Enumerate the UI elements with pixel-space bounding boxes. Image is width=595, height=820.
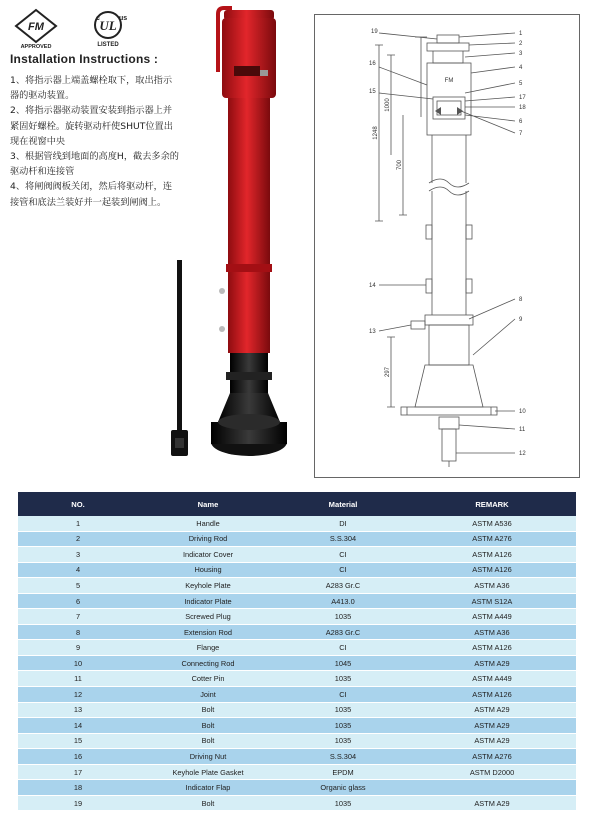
table-row xyxy=(18,687,576,703)
cell-material: A413.0 xyxy=(278,593,408,609)
product-photo xyxy=(160,2,310,472)
cell-name: Flange xyxy=(138,640,278,656)
drawing-dimension: 1248 xyxy=(373,126,379,140)
cell-remark: ASTM A126 xyxy=(408,687,576,703)
table-row xyxy=(18,531,576,547)
cell-no: 10 xyxy=(18,655,138,671)
cell-no: 19 xyxy=(18,795,138,811)
cell-remark: ASTM A449 xyxy=(408,671,576,687)
cell-material: 1035 xyxy=(278,609,408,625)
table-row xyxy=(18,609,576,625)
drawing-callout: 8 xyxy=(519,297,523,303)
table-row xyxy=(18,749,576,765)
cell-name: Indicator Plate xyxy=(138,593,278,609)
cell-material: CI xyxy=(278,640,408,656)
cell-material: S.S.304 xyxy=(278,531,408,547)
cell-name: Indicator Cover xyxy=(138,547,278,563)
installation-steps xyxy=(10,73,180,210)
table-row xyxy=(18,562,576,578)
cell-name: Keyhole Plate Gasket xyxy=(138,764,278,780)
column-header-no: NO. xyxy=(18,492,138,516)
svg-text:us: us xyxy=(119,15,128,22)
cell-remark: ASTM A29 xyxy=(408,702,576,718)
cell-remark: ASTM A29 xyxy=(408,718,576,734)
cell-no: 6 xyxy=(18,593,138,609)
drawing-dimension: 700 xyxy=(397,159,403,171)
cell-material: A283 Gr.C xyxy=(278,624,408,640)
cell-remark: ASTM A536 xyxy=(408,516,576,531)
column-header-name: Name xyxy=(138,492,278,516)
cell-no: 12 xyxy=(18,687,138,703)
installation-step: 2、将指示器驱动装置安装到指示器上并紧固好螺栓。旋转驱动杆使SHUT位置出现在视窗中央 xyxy=(10,105,173,147)
parts-table-body xyxy=(18,516,576,811)
cell-no: 17 xyxy=(18,764,138,780)
drawing-callout: 1 xyxy=(519,31,523,37)
technical-drawing xyxy=(314,14,580,478)
column-header-remark: REMARK xyxy=(408,492,576,516)
cell-remark: ASTM A276 xyxy=(408,749,576,765)
cell-name: Handle xyxy=(138,516,278,531)
cell-name: Bolt xyxy=(138,733,278,749)
cell-material: 1035 xyxy=(278,718,408,734)
drawing-callout: 3 xyxy=(519,51,523,57)
cell-material: 1035 xyxy=(278,733,408,749)
drawing-dimension: 297 xyxy=(385,366,391,378)
cell-name: Bolt xyxy=(138,718,278,734)
ul-logo-text: UL xyxy=(99,18,117,33)
cell-name: Bolt xyxy=(138,702,278,718)
cell-remark: ASTM A126 xyxy=(408,562,576,578)
cell-no: 1 xyxy=(18,516,138,531)
drawing-callout: 4 xyxy=(519,65,523,71)
cell-no: 15 xyxy=(18,733,138,749)
cell-no: 2 xyxy=(18,531,138,547)
cell-remark: ASTM A36 xyxy=(408,624,576,640)
drawing-callout: 6 xyxy=(519,119,523,125)
drawing-callout: 5 xyxy=(519,81,523,87)
cell-material: CI xyxy=(278,687,408,703)
cell-name: Bolt xyxy=(138,795,278,811)
cell-material: 1035 xyxy=(278,671,408,687)
cell-no: 11 xyxy=(18,671,138,687)
cell-remark: ASTM D2000 xyxy=(408,764,576,780)
cell-material: CI xyxy=(278,562,408,578)
table-row xyxy=(18,780,576,796)
drawing-callout: 16 xyxy=(369,61,376,67)
cell-remark: ASTM A276 xyxy=(408,531,576,547)
cell-remark: ASTM A36 xyxy=(408,578,576,594)
cell-no: 14 xyxy=(18,718,138,734)
installation-step: 3、根据管线到地面的高度H，截去多余的驱动杆和连接管 xyxy=(10,151,179,178)
table-row xyxy=(18,640,576,656)
drawing-callout: 10 xyxy=(519,409,526,415)
drawing-callout: 12 xyxy=(519,451,526,457)
table-header-row xyxy=(18,492,576,516)
cell-remark: ASTM A126 xyxy=(408,640,576,656)
installation-instructions-title: Installation Instructions : xyxy=(10,52,159,66)
cell-name: Connecting Rod xyxy=(138,655,278,671)
cell-name: Screwed Plug xyxy=(138,609,278,625)
cell-name: Indicator Flap xyxy=(138,780,278,796)
cell-name: Joint xyxy=(138,687,278,703)
cell-name: Extension Rod xyxy=(138,624,278,640)
cell-no: 9 xyxy=(18,640,138,656)
drawing-window-label: FM xyxy=(444,78,454,84)
cell-material: EPDM xyxy=(278,764,408,780)
drawing-callout: 7 xyxy=(519,131,523,137)
cell-material: 1045 xyxy=(278,655,408,671)
cell-remark: ASTM A449 xyxy=(408,609,576,625)
cell-material: Organic glass xyxy=(278,780,408,796)
cell-material: A283 Gr.C xyxy=(278,578,408,594)
installation-step: 1、将指示器上端盖螺栓取下，取出指示器的驱动装置。 xyxy=(10,75,173,102)
cell-material: CI xyxy=(278,547,408,563)
cell-remark xyxy=(408,780,576,796)
cell-remark: ASTM A29 xyxy=(408,655,576,671)
cell-remark: ASTM S12A xyxy=(408,593,576,609)
table-row xyxy=(18,795,576,811)
ul-logo-caption: LISTED xyxy=(97,42,119,48)
cell-no: 7 xyxy=(18,609,138,625)
fm-logo-caption: APPROVED xyxy=(20,44,52,48)
drawing-callout: 15 xyxy=(369,89,376,95)
table-row xyxy=(18,578,576,594)
cell-material: DI xyxy=(278,516,408,531)
cell-no: 16 xyxy=(18,749,138,765)
drawing-callout: 11 xyxy=(519,427,526,433)
installation-step: 4、将闸阀阀板关闭，然后将驱动杆，连接管和底法兰装好并一起装到闸阀上。 xyxy=(10,181,173,208)
cell-no: 13 xyxy=(18,702,138,718)
parts-table xyxy=(18,492,576,811)
table-row xyxy=(18,702,576,718)
cell-no: 8 xyxy=(18,624,138,640)
cell-material: 1035 xyxy=(278,702,408,718)
table-row xyxy=(18,547,576,563)
fm-approved-logo xyxy=(16,10,56,48)
cell-name: Keyhole Plate xyxy=(138,578,278,594)
drawing-callout: 14 xyxy=(369,283,376,289)
cell-remark: ASTM A29 xyxy=(408,795,576,811)
drawing-callout: 9 xyxy=(519,317,523,323)
cell-no: 4 xyxy=(18,562,138,578)
cell-no: 3 xyxy=(18,547,138,563)
cell-name: Cotter Pin xyxy=(138,671,278,687)
table-row xyxy=(18,671,576,687)
certification-logos xyxy=(8,8,148,48)
cell-material: 1035 xyxy=(278,795,408,811)
cell-material: S.S.304 xyxy=(278,749,408,765)
cell-remark: ASTM A29 xyxy=(408,733,576,749)
svg-text:c: c xyxy=(96,15,100,22)
table-row xyxy=(18,733,576,749)
cell-no: 5 xyxy=(18,578,138,594)
cell-name: Driving Rod xyxy=(138,531,278,547)
cell-no: 18 xyxy=(18,780,138,796)
column-header-material: Material xyxy=(278,492,408,516)
fm-logo-text: FM xyxy=(28,21,44,33)
table-row xyxy=(18,593,576,609)
drawing-callout: 13 xyxy=(369,329,376,335)
table-row xyxy=(18,764,576,780)
cell-remark: ASTM A126 xyxy=(408,547,576,563)
cell-name: Driving Nut xyxy=(138,749,278,765)
drawing-callout: 19 xyxy=(371,29,378,35)
table-row xyxy=(18,624,576,640)
table-row xyxy=(18,655,576,671)
drawing-dimension: 1000 xyxy=(385,98,391,112)
drawing-callout: 2 xyxy=(519,41,523,47)
cell-name: Housing xyxy=(138,562,278,578)
table-row xyxy=(18,516,576,531)
ul-listed-logo xyxy=(95,12,127,48)
drawing-callout: 18 xyxy=(519,105,526,111)
table-row xyxy=(18,718,576,734)
drawing-callout: 17 xyxy=(519,95,526,101)
